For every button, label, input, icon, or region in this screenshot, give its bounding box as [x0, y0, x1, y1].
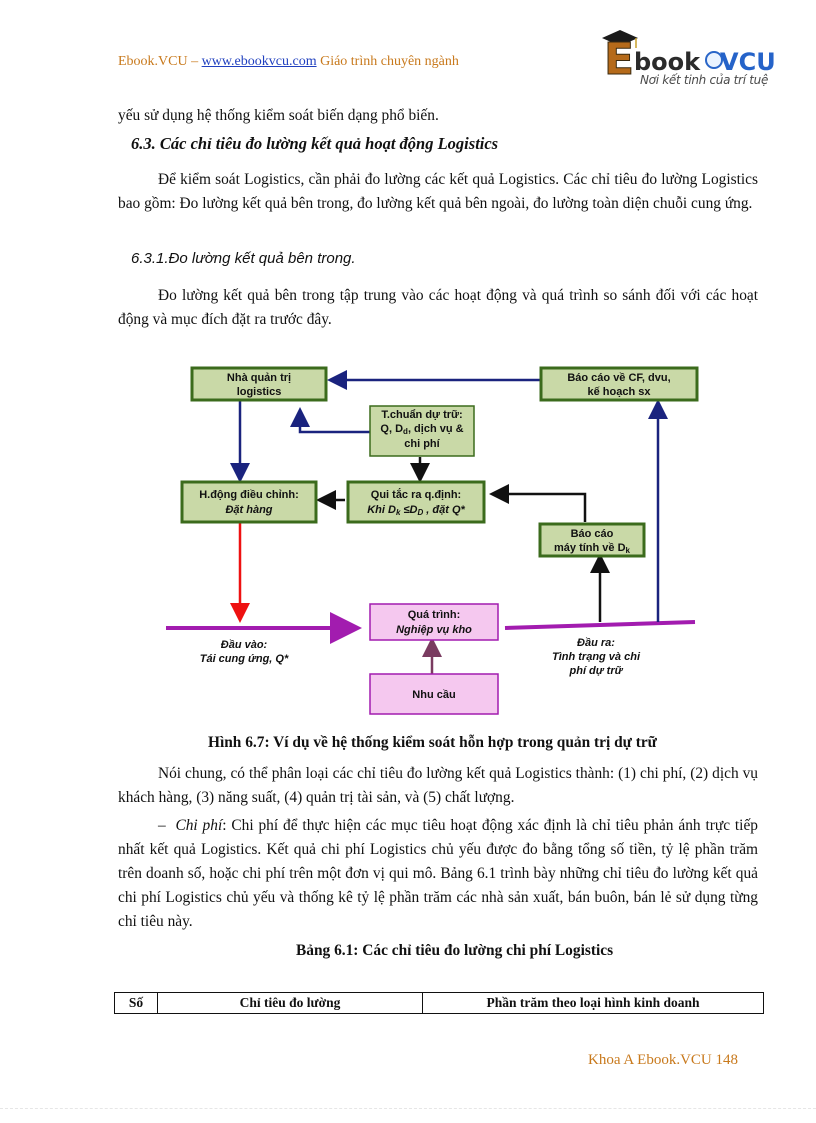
- manager-line-2: logistics: [236, 386, 282, 398]
- rule-line-2: Khi Dk ≤DD , đặt Q*: [367, 504, 465, 517]
- section-heading: 6.3. Các chỉ tiêu đo lường kết quả hoạt động Logistics: [131, 134, 499, 153]
- subsection-heading: 6.3.1.Đo lường kết quả bên trong.: [131, 250, 356, 267]
- output-label-3: phí dự trữ: [569, 665, 623, 677]
- header-brand: Ebook.VCU –: [118, 54, 202, 69]
- ebook-vcu-logo: [596, 16, 776, 100]
- demand-label: Nhu cầu: [412, 689, 456, 701]
- process-line-2: Nghiệp vụ kho: [396, 624, 472, 636]
- page-footer: Khoa A Ebook.VCU 148: [588, 1052, 738, 1068]
- process-line-1: Quá trình:: [407, 609, 461, 621]
- box-adjust-action: [182, 482, 316, 522]
- paragraph-4: [118, 814, 758, 934]
- box-process: [370, 604, 498, 640]
- table-caption: Bảng 6.1: Các chỉ tiêu đo lường chi phí Logistics: [296, 942, 614, 959]
- cost-metrics-table: [114, 992, 764, 1014]
- rule-line-1: Qui tắc ra q.định:: [370, 489, 462, 501]
- box-decision-rule: [348, 482, 484, 522]
- page-header: [118, 54, 459, 70]
- inventory-control-diagram: [160, 352, 705, 724]
- col-metric: Chỉ tiêu đo lường: [158, 993, 423, 1014]
- paragraph-1: Để kiểm soát Logistics, cần phải đo lường các kết quả Logistics. Các chỉ tiêu đo lường Logistics bao gồm: Đo lường kết quả bên trong, đo lường kết quả bên ngoài, đo lường toàn diện chuỗi cung ứng.: [118, 171, 758, 212]
- term-cost: Chi phí: [175, 817, 223, 834]
- input-label-2: Tái cung ứng, Q*: [199, 653, 289, 665]
- box-report: [541, 368, 697, 400]
- logo-tagline: Nơi kết tinh của trí tuệ: [640, 73, 769, 87]
- box-inventory-standard: [370, 406, 474, 456]
- intro-line: yếu sử dụng hệ thống kiểm soát biến dạng phổ biến.: [118, 107, 439, 124]
- logo-word-vcu: VCU: [720, 48, 776, 76]
- box-logistics-manager: [192, 368, 326, 400]
- standard-line-3: chi phí: [404, 438, 440, 450]
- computer-line-1: Báo cáo: [570, 528, 614, 540]
- header-link[interactable]: www.ebookvcu.com: [201, 54, 317, 69]
- paragraph-2: Đo lường kết quả bên trong tập trung vào các hoạt động và quá trình so sánh đối với các hoạt động và mục đích đặt ra trước đây.: [118, 287, 758, 328]
- input-label-1: Đầu vào:: [220, 639, 268, 651]
- paragraph-3: Nói chung, có thể phân loại các chỉ tiêu đo lường kết quả Logistics thành: (1) chi phí, (2) dịch vụ khách hàng, (3) năng suất, (4) quản trị tài sản, và (5) chất lượng.: [118, 765, 758, 806]
- adjust-line-1: H.động điều chỉnh:: [199, 489, 299, 501]
- output-label-2: Tình trạng và chi: [551, 651, 641, 663]
- logo-word-book: book: [634, 48, 701, 76]
- dash-marker: –: [158, 817, 166, 834]
- manager-line-1: Nhà quản trị: [226, 372, 292, 384]
- paragraph-4-text: : Chi phí để thực hiện các mục tiêu hoạt động xác định là chỉ tiêu phản ánh trực tiếp nhất kết quả Logistics. Kết quả chi phí Logistics chủ yếu được đo bằng tổng số tiền, tỷ lệ phần trăm trên doanh số, hoặc chi phí trên một đơn vị qui mô. Bảng 6.1 trình bày những chỉ tiêu đo lường kết quả chi phí Logistics chủ yếu và thống kê tỷ lệ phần trăm các nhà sản xuất, bán buôn, bán lẻ sử dụng từng chỉ tiêu này.: [118, 817, 758, 930]
- standard-line-2: Q, Dd, dịch vụ &: [380, 423, 464, 436]
- col-percent: Phần trăm theo loại hình kinh doanh: [423, 993, 764, 1014]
- output-label-1: Đầu ra:: [577, 637, 615, 649]
- header-subtitle: Giáo trình chuyên ngành: [316, 54, 459, 69]
- adjust-line-2: Đặt hàng: [225, 504, 273, 516]
- figure-caption: Hình 6.7: Ví dụ về hệ thống kiểm soát hỗn hợp trong quản trị dự trữ: [208, 734, 657, 751]
- report-line-1: Báo cáo về CF, dvu,: [567, 372, 671, 384]
- box-demand: [370, 674, 498, 714]
- box-computer-report: [540, 524, 644, 556]
- col-number: Số: [115, 993, 158, 1014]
- page-bottom-divider: [0, 1108, 816, 1109]
- report-line-2: kế hoạch sx: [587, 386, 651, 398]
- logo-letter-e: E: [604, 34, 635, 85]
- computer-line-2: máy tính về Dk: [554, 542, 630, 555]
- table-header-row: [115, 993, 764, 1014]
- standard-line-1: T.chuẩn dự trữ:: [381, 409, 463, 421]
